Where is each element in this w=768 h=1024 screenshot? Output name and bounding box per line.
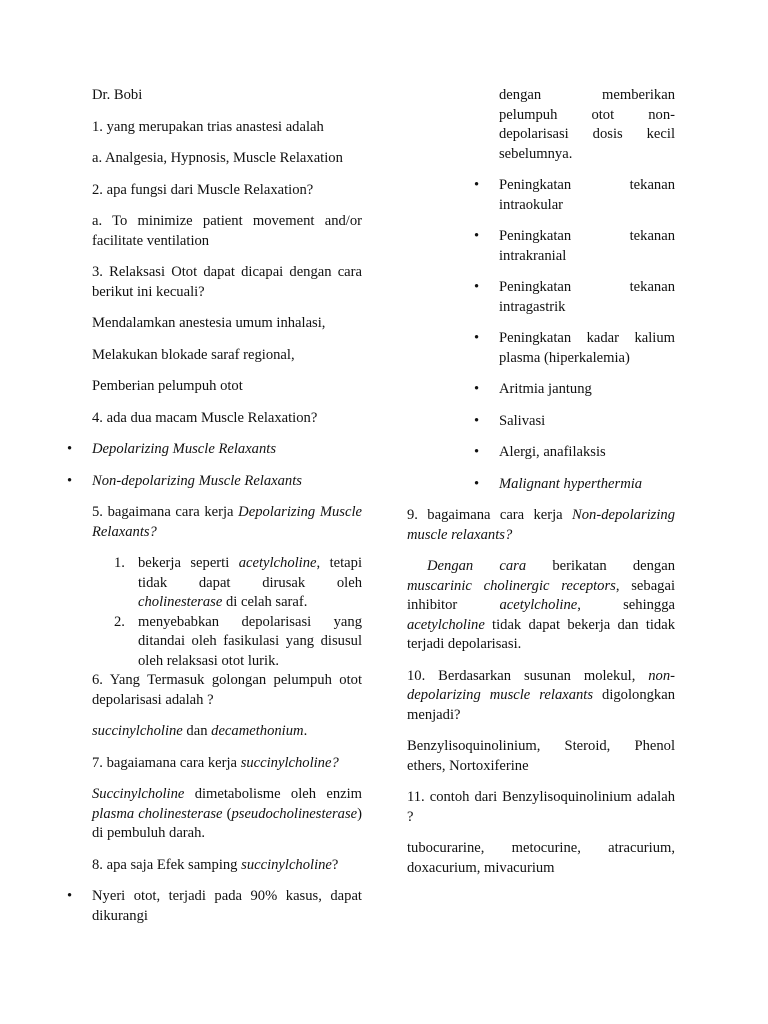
question-11: 11. contoh dari Benzylisoquinolinium adalah ?: [407, 789, 675, 825]
list-item: • Aritmia jantung: [499, 380, 675, 400]
list-item: • Peningkatan tekanan intragastrik: [499, 278, 675, 317]
question-9: 9. bagaimana cara kerja Non-depolarizing muscle relaxants?: [407, 507, 675, 543]
question-6: 6. Yang Termasuk golongan pelumpuh otot depolarisasi adalah ?: [92, 672, 362, 708]
left-column: [92, 86, 362, 938]
list-item: • Peningkatan tekanan intrakranial: [499, 227, 675, 266]
list-item: • Malignant hyperthermia: [499, 475, 675, 495]
question-5: 5. bagaimana cara kerja Depolarizing Muscle Relaxants?: [92, 504, 362, 540]
question-8: 8. apa saja Efek samping succinylcholine?: [92, 856, 339, 873]
answer-9: Dengan cara berikatan dengan muscarinic cholinergic receptors, sebagai inhibitor acetylcholine, sehingga acetylcholine tidak dapat bekerja dan tidak terjadi depolarisasi.: [407, 558, 675, 652]
question-3: 3. Relaksasi Otot dapat dicapai dengan cara berikut ini kecuali?: [92, 264, 362, 300]
list-item: 2. menyebabkan depolarisasi yang ditandai oleh fasikulasi yang disusul oleh relaksasi otot lurik.: [114, 613, 362, 669]
list-item: • Alergi, anafilaksis: [499, 443, 675, 463]
answer-2: a. To minimize patient movement and/or facilitate ventilation: [92, 213, 362, 249]
answer-11: tubocurarine, metocurine, atracurium, doxacurium, mivacurium: [407, 840, 675, 876]
list-item: • Depolarizing Muscle Relaxants: [92, 440, 362, 460]
list-item-continued: dengan memberikan pelumpuh otot non-depolarisasi dosis kecil sebelumnya.: [499, 87, 675, 162]
answer-5-list: [92, 554, 362, 671]
answer-3-item-3: Pemberian pelumpuh otot: [92, 378, 243, 394]
list-item: • Non-depolarizing Muscle Relaxants: [92, 472, 362, 492]
answer-7: Succinylcholine dimetabolisme oleh enzim plasma cholinesterase (pseudocholinesterase) di pembuluh darah.: [92, 786, 362, 841]
answer-8-list: [407, 86, 675, 494]
list-item: • Peningkatan tekanan intraokular: [499, 176, 675, 215]
question-4: 4. ada dua macam Muscle Relaxation?: [92, 409, 318, 426]
answer-4-list: [92, 440, 362, 491]
question-1: 1. yang merupakan trias anastesi adalah: [92, 118, 324, 135]
list-item: • Peningkatan kadar kalium plasma (hiperkalemia): [499, 329, 675, 368]
answer-6: succinylcholine dan decamethonium.: [92, 723, 308, 739]
question-10: 10. Berdasarkan susunan molekul, non-depolarizing muscle relaxants digolongkan menjadi?: [407, 667, 675, 723]
answer-3-item-2: Melakukan blokade saraf regional,: [92, 346, 295, 363]
list-item: 1. bekerja seperti acetylcholine, tetapi tidak dapat dirusak oleh cholinesterase di celah saraf.: [114, 555, 362, 610]
list-item: • Nyeri otot, terjadi pada 90% kasus, dapat dikurangi: [92, 887, 362, 926]
answer-1: a. Analgesia, Hypnosis, Muscle Relaxation: [92, 150, 343, 166]
answer-10: Benzylisoquinolinium, Steroid, Phenol ethers, Nortoxiferine: [407, 738, 675, 774]
answer-8-list-start: [92, 887, 362, 926]
answer-3-item-1: Mendalamkan anestesia umum inhalasi,: [92, 315, 326, 331]
list-item: • Salivasi: [499, 412, 675, 432]
author-name: Dr. Bobi: [92, 87, 143, 103]
right-column: [407, 86, 675, 890]
question-2: 2. apa fungsi dari Muscle Relaxation?: [92, 181, 314, 198]
question-7: 7. bagaiamana cara kerja succinylcholine?: [92, 754, 339, 771]
